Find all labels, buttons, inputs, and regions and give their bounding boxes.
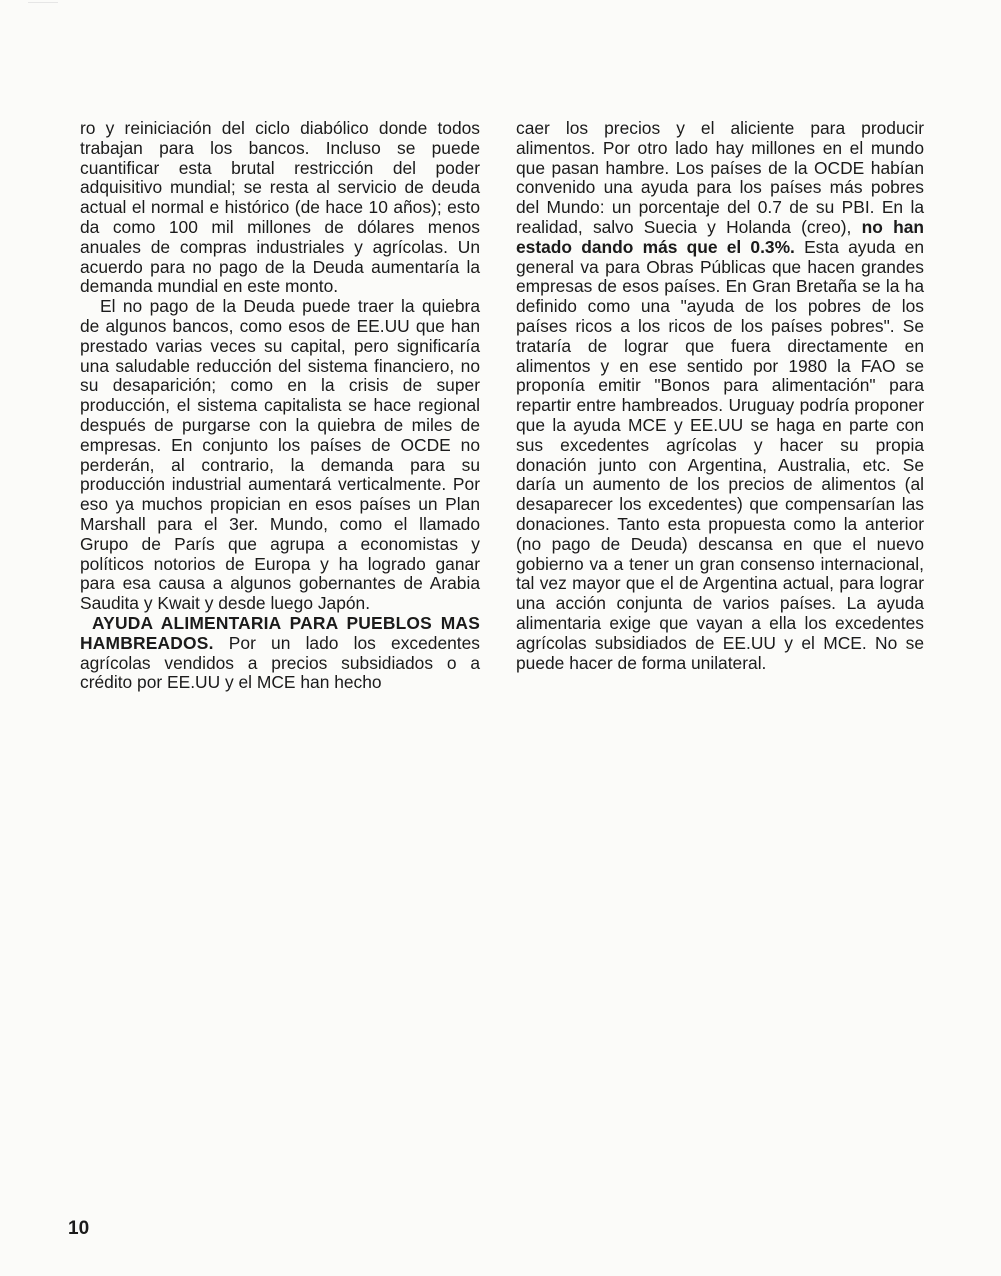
right-paragraph-1-emphasis: no han estado dando más que el 0.3%. <box>516 216 924 257</box>
section-heading: AYUDA ALIMENTARIA PARA PUEBLOS MAS HAMBREADOS. <box>80 612 480 653</box>
left-paragraph-2: El no pago de la Deuda puede traer la quiebra de algunos bancos, como esos de EE.UU que han prestado varias veces su capital, pero significaría una saludable reducción del sistema financiero, no su desaparición; como en la crisis de super producción, el sistema capitalista se hace regional después de purgarse con la quiebra de miles de empresas. En conjunto los países de OCDE no perderán, al contrario, la demanda para su producción industrial aumentará verticalmente. Por eso ya muchos propician en esos países un Plan Marshall para el 3er. Mundo, como el llamado Grupo de París que agrupa a economistas y políticos notorios de Europa y ha logrado ganar para esa causa a algunos gobernantes de Arabia Saudita y Kwait y desde luego Japón. <box>80 296 480 614</box>
right-paragraph-1c: Esta ayuda en general va para Obras Públicas que hacen grandes empresas de esos países. En Gran Bretaña se la ha definido como una "ayuda de los pobres de los países ricos a los ricos de los países pobres". Se trataría de lograr que fuera directamente en alimentos y en ese sentido por 1980 la FAO se proponía emitir "Bonos para alimentación" para repartir entre hambreados. Uruguay podría proponer que la ayuda MCE y EE.UU se haga en parte con sus excedentes agrícolas y hacer su propia donación junto con Argentina, Australia, etc. Se daría un aumento de los precios de alimentos (al desaparecer los excedentes) que compensarían las donaciones. Tanto esta propuesta como la anterior (no pago de Deuda) descansa en que el nuevo gobierno va a tener un gran consenso internacional, tal vez mayor que el de Argentina actual, para lograr una acción conjunta de varios países. La ayuda alimentaria exige que vayan a ella los excedentes agrícolas subsidiados de EE.UU y el MCE. No se puede hacer de forma unilateral. <box>516 236 924 673</box>
right-paragraph-1a: caer los precios y el aliciente para producir alimentos. Por otro lado hay millones en el mundo que pasan hambre. Los países de la OCDE habían convenido una ayuda para los países más pobres del Mundo: un porcentaje del 0.7 de su PBI. En la realidad, salvo Suecia y Holanda (creo), <box>516 118 924 237</box>
left-column <box>80 119 480 693</box>
right-paragraph-1 <box>516 119 924 673</box>
scan-artifact <box>28 2 58 9</box>
left-paragraph-3-text: Por un lado los excedentes agrícolas vendidos a precios subsidiados o a crédito por EE.UU y el MCE han hecho <box>80 632 480 693</box>
page-number: 10 <box>68 1218 90 1239</box>
left-paragraph-3 <box>80 614 480 693</box>
right-column <box>516 119 924 673</box>
left-paragraph-1: ro y reiniciación del ciclo diabólico donde todos trabajan para los bancos. Incluso se puede cuantificar esta brutal restricción del poder adquisitivo mundial; se resta al servicio de deuda actual el normal e histórico (de hace 10 años); esto da como 100 mil millones de dólares menos anuales de compras industriales y agrícolas. Un acuerdo para no pago de la Deuda aumentaría la demanda mundial en este monto. <box>80 118 480 297</box>
